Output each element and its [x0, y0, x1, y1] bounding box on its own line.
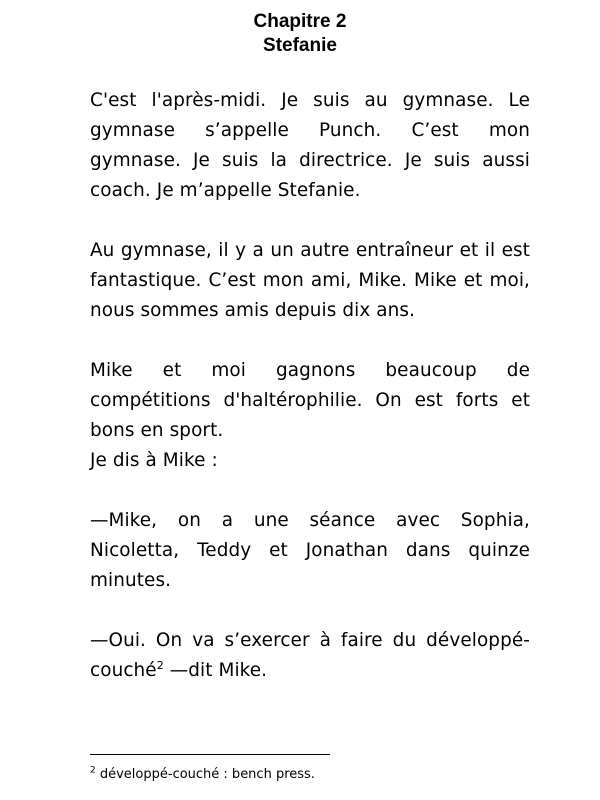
paragraph-2: Au gymnase, il y a un autre entraîneur et il est fantastique. C’est mon ami, Mike. Mike et moi, nous sommes amis depuis dix ans. [90, 240, 530, 321]
footnote-reference: 2 [156, 658, 164, 672]
paragraph-4: Je dis à Mike : [90, 450, 218, 471]
paragraph-3: Mike et moi gagnons beaucoup de compétitions d'haltérophilie. On est forts et bons en sport. [90, 360, 530, 441]
footnote [90, 766, 530, 784]
paragraph-6 [90, 626, 530, 686]
paragraph-6-tail: —dit Mike. [163, 660, 268, 681]
paragraph-1: C'est l'après-midi. Je suis au gymnase. Le gymnase s’appelle Punch. C’est mon gymnase. Je suis la directrice. Je suis aussi coach. Je m’appelle Stefanie. [90, 90, 530, 201]
chapter-title: Stefanie [263, 35, 337, 56]
chapter-heading [0, 10, 600, 58]
paragraph-6-text: —Oui. On va s’exercer à faire du développé-couché [90, 630, 530, 681]
chapter-number: Chapitre 2 [253, 11, 347, 32]
chapter-body [90, 86, 530, 686]
footnote-divider [90, 754, 330, 755]
footnote-number: 2 [90, 765, 96, 776]
paragraph-5: —Mike, on a une séance avec Sophia, Nicoletta, Teddy et Jonathan dans quinze minutes. [90, 510, 530, 591]
footnote-text: développé-couché : bench press. [95, 767, 315, 782]
